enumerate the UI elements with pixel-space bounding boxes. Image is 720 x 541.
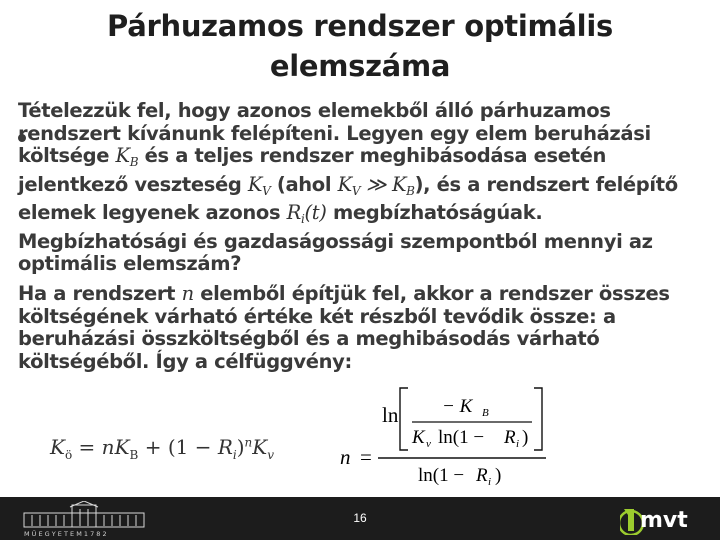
math-exponent: n [244,435,253,450]
formula-r: R [504,427,516,448]
left-bracket [400,388,408,450]
math-symbol: K [247,172,263,196]
university-logo [22,501,152,541]
math-kb-2 [392,173,415,196]
math-subscript: i [232,448,237,462]
math-operator: ) [236,435,245,459]
math-kv [248,173,271,196]
math-subscript: V [351,183,361,198]
formula-den-close: ) [495,465,502,486]
formula-n-eq: = [360,445,372,469]
formula-close: ) [522,427,529,448]
text-run: Tételezzük fel, hogy azonos elemekből álló párhuzamos rendszert kívánunk felépíteni. Legyen egy elem beruházási költsége [18,99,651,167]
formula-kv: K [412,427,425,448]
math-kv-2 [338,173,361,196]
math-subscript: V [262,183,271,198]
formula-den: ln(1 − [418,465,465,486]
formula-r-sub: i [516,438,520,450]
math-symbol: K [115,144,130,167]
formula-kb-sub: B [482,407,489,419]
math-kb [116,144,139,167]
math-symbol: K [50,435,65,459]
text-run: megbízhatóságúak. Megbízhatósági és gazdaságossági szempontból mennyi az optimális elemszám? [18,201,653,275]
formula-n-lhs: n [340,445,351,469]
page-number: 16 [353,511,367,525]
right-bracket [534,388,542,450]
text-run: elemből építjük fel, akkor a rendszer összes költségének várható értéke két részből tevődik össze: a beruházási összköltségből és a meghibásodás várható költségéből. Így a célfüggvény: [18,282,670,373]
mvt-logo-icon [620,503,700,535]
cost-formula [50,435,274,462]
text-run: Ha a rendszert [18,282,182,305]
paragraph-explanation [18,283,708,373]
math-operator: + (1 − [138,435,218,459]
math-ri [287,201,327,224]
slide-title [70,6,650,86]
math-symbol: K [114,435,130,459]
math-subscript: B [406,183,415,198]
formula-den-r: R [476,465,488,486]
text-run: és a teljes rendszer meghibásodása esetén jelentkező veszteség [18,144,607,196]
text-run: (ahol [270,172,338,196]
title-line-2: elemszáma [269,49,451,83]
formula-ln: ln [382,403,399,427]
mvt-logo-text: mvt [640,508,688,533]
formula-minus-kb: − K [442,396,473,417]
logo-caption: M Ű E G Y E T E M 1 7 8 2 [24,530,107,537]
mvt-logo [620,503,700,539]
text-run: ), és a rendszert felépítő elemek legyenek azonos [18,172,678,224]
building-icon [22,501,152,537]
formula-den-r-sub: i [488,476,492,488]
math-much-greater: ≫ [360,172,392,196]
paragraph-question [18,100,708,276]
math-symbol: K [391,172,407,196]
math-subscript: ö [64,448,73,462]
math-argument: (t) [304,201,327,224]
formula-ln-inner: ln(1 − [438,427,485,448]
footer-bar [0,497,720,540]
math-symbol: K [252,435,268,459]
math-symbol: R [217,435,233,459]
math-subscript: B [129,448,139,462]
math-subscript: i [300,212,305,226]
math-subscript: B [129,155,139,169]
optimal-n-formula [338,380,558,490]
math-symbol: n [101,435,115,459]
math-symbol: R [286,201,301,224]
math-operator: = [72,435,102,459]
title-line-1: Párhuzamos rendszer optimális [107,9,613,43]
math-subscript: v [267,448,275,462]
math-symbol: K [337,172,352,196]
formula-kv-sub: v [426,438,431,450]
optimal-n-formula-svg [338,380,558,490]
math-n: n [181,282,194,305]
